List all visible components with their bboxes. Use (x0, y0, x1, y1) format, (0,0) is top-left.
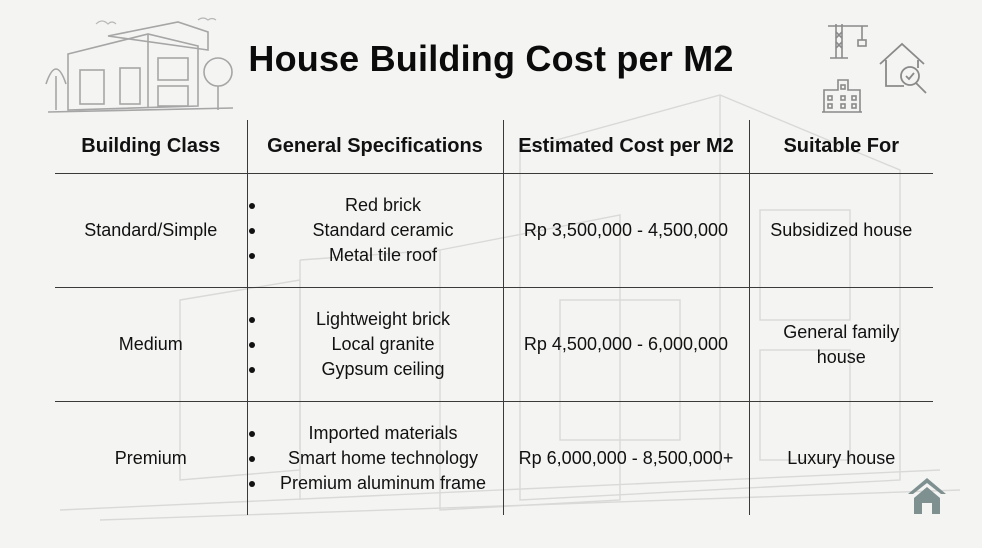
building-class-cell: Medium (55, 288, 247, 402)
specification-item: Gypsum ceiling (248, 357, 503, 382)
suitable-for-cell: Luxury house (749, 402, 933, 516)
building-class-cell: Standard/Simple (55, 174, 247, 288)
cost-table (55, 120, 933, 515)
cost-cell: Rp 4,500,000 - 6,000,000 (503, 288, 749, 402)
header-general-specifications: General Specifications (247, 120, 503, 174)
table-row (55, 402, 933, 516)
cost-cell: Rp 3,500,000 - 4,500,000 (503, 174, 749, 288)
header-suitable-for: Suitable For (749, 120, 933, 174)
specification-item: Smart home technology (248, 446, 503, 471)
specification-item: Lightweight brick (248, 307, 503, 332)
table-header-row (55, 120, 933, 174)
specification-item: Local granite (248, 332, 503, 357)
specifications-list (248, 193, 503, 268)
cost-cell: Rp 6,000,000 - 8,500,000+ (503, 402, 749, 516)
header-estimated-cost: Estimated Cost per M2 (503, 120, 749, 174)
table-row (55, 288, 933, 402)
specification-item: Standard ceramic (248, 218, 503, 243)
construction-crane-icon (826, 20, 870, 60)
table-row (55, 174, 933, 288)
page-title: House Building Cost per M2 (248, 38, 734, 79)
specification-item: Metal tile roof (248, 243, 503, 268)
house-logo-icon (906, 476, 948, 516)
house-inspection-icon (878, 38, 930, 96)
suitable-for-cell: Subsidized house (749, 174, 933, 288)
header-building-class: Building Class (55, 120, 247, 174)
building-class-cell: Premium (114, 448, 187, 468)
specifications-cell (247, 288, 503, 402)
specifications-cell (247, 402, 503, 516)
suitable-for-cell: General family house (749, 288, 933, 402)
specification-item: Premium aluminum frame (248, 471, 503, 496)
building-icon (820, 74, 864, 114)
specification-item: Red brick (248, 193, 503, 218)
specifications-list (248, 421, 503, 496)
specification-item: Imported materials (248, 421, 503, 446)
specifications-cell (247, 174, 503, 288)
specifications-list (248, 307, 503, 382)
